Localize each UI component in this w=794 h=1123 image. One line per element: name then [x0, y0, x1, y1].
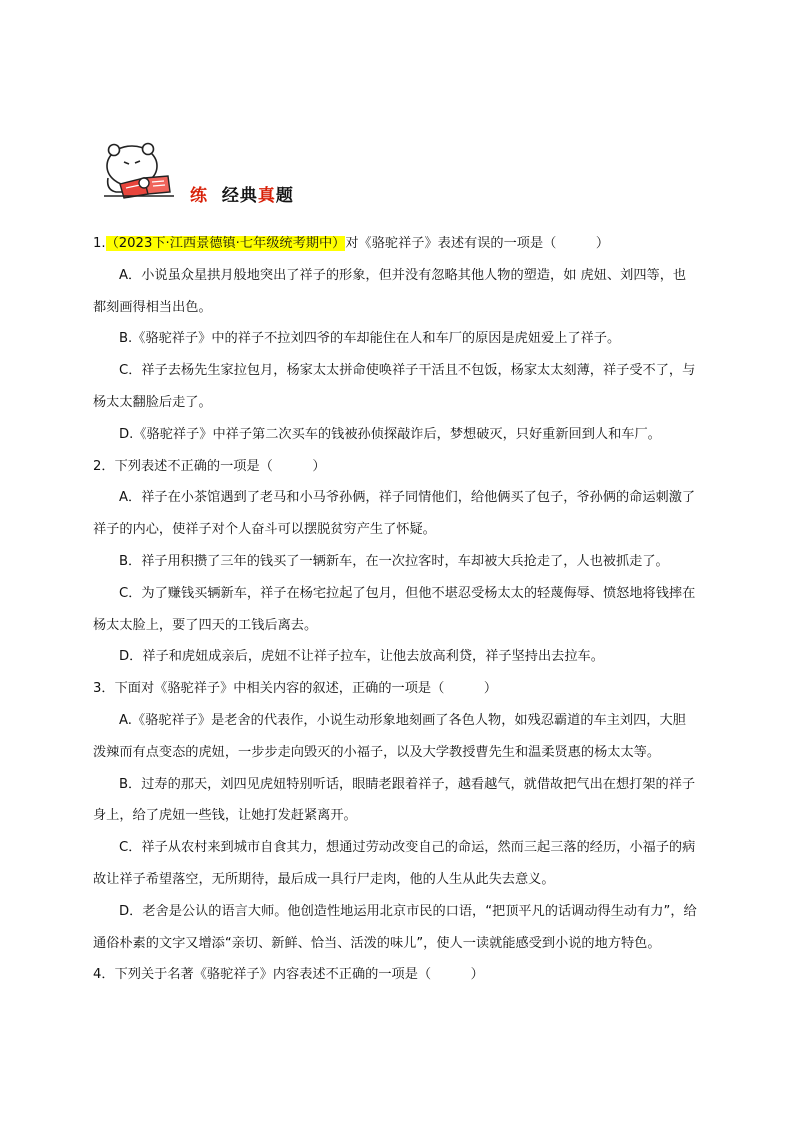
- question-1-source: （2023下·江西景德镇·七年级统考期中）: [105, 236, 346, 251]
- question-2-stem: 2．下列表述不正确的一项是（ ）: [93, 458, 326, 474]
- question-2-option-c: C．为了赚钱买辆新车，祥子在杨宅拉起了包月，但他不堪忍受杨太太的轻蔑侮辱、愤怒地将钱摔在: [119, 585, 696, 601]
- question-1-option-d: D.《骆驼祥子》中祥子第二次买车的钱被孙侦探敲诈后，梦想破灭，只好重新回到人和车厂。: [119, 426, 661, 442]
- question-list: [93, 228, 723, 991]
- question-3-option-d-cont: 通俗朴素的文字又增添“亲切、新鲜、恰当、活泼的味儿”，使人一读就能感受到小说的地方特色。: [93, 935, 661, 951]
- section-header: [100, 138, 400, 208]
- question-4-stem: 4．下列关于名著《骆驼祥子》内容表述不正确的一项是（ ）: [93, 967, 484, 983]
- question-2-option-d: D．祥子和虎妞成亲后，虎妞不让祥子拉车，让他去放高利贷，祥子坚持出去拉车。: [119, 649, 604, 665]
- question-3-option-a: A.《骆驼祥子》是老舍的代表作，小说生动形象地刻画了各色人物，如残忍霸道的车主刘四，大胆: [119, 712, 686, 728]
- question-1-stem: 1.（2023下·江西景德镇·七年级统考期中）对《骆驼祥子》表述有误的一项是（ ）: [93, 236, 610, 251]
- question-1-option-b: B.《骆驼祥子》中的祥子不拉刘四爷的车却能住在人和车厂的原因是虎妞爱上了祥子。: [119, 331, 621, 347]
- question-1-option-c-cont: 杨太太翻脸后走了。: [93, 394, 212, 410]
- question-2-option-a: A．祥子在小茶馆遇到了老马和小马爷孙俩，祥子同情他们，给他俩买了包子，爷孙俩的命运刺激了: [119, 490, 696, 506]
- section-title: [190, 181, 294, 206]
- question-3-stem: 3．下面对《骆驼祥子》中相关内容的叙述，正确的一项是（ ）: [93, 681, 498, 697]
- title-classic: 经典: [221, 186, 258, 206]
- question-2-option-b: B．祥子用积攒了三年的钱买了一辆新车，在一次拉客时，车却被大兵抢走了，人也被抓走了。: [119, 553, 669, 569]
- question-2-option-c-cont: 杨太太脸上，要了四天的工钱后离去。: [93, 617, 318, 633]
- question-3-option-c: C．祥子从农村来到城市自食其力，想通过劳动改变自己的命运，然而三起三落的经历，小福子的病: [119, 840, 696, 856]
- question-2-option-a-cont: 祥子的内心，使祥子对个人奋斗可以摆脱贫穷产生了怀疑。: [93, 522, 436, 538]
- question-3-option-d: D．老舍是公认的语言大师。他创造性地运用北京市民的口语，“把顶平凡的话调动得生动有力”，给: [119, 903, 697, 919]
- question-3-option-a-cont: 泼辣而有点变态的虎妞，一步步走向毁灭的小福子，以及大学教授曹先生和温柔贤惠的杨太太等。: [93, 744, 661, 760]
- question-1-option-c: C．祥子去杨先生家拉包月，杨家太太拼命使唤祥子干活且不包饭，杨家太太刻薄，祥子受不了，与: [119, 363, 696, 379]
- title-practice: 练: [190, 186, 208, 206]
- question-1-option-a-cont: 都刻画得相当出色。: [93, 299, 212, 315]
- title-question: 题: [275, 186, 294, 206]
- title-real: 真: [257, 186, 276, 206]
- question-3-option-c-cont: 故让祥子希望落空，无所期待，最后成一具行尸走肉，他的人生从此失去意义。: [93, 871, 555, 887]
- question-1-option-a: A．小说虽众星拱月般地突出了祥子的形象，但并没有忽略其他人物的塑造，如 虎妞、刘四等，也: [119, 267, 687, 283]
- question-3-option-b: B．过寿的那天，刘四见虎妞特别听话，眼睛老跟着祥子，越看越气，就借故把气出在想打架的祥子: [119, 776, 696, 792]
- reading-bear-icon: [100, 138, 178, 200]
- question-3-option-b-cont: 身上，给了虎妞一些钱，让她打发赶紧离开。: [93, 808, 357, 824]
